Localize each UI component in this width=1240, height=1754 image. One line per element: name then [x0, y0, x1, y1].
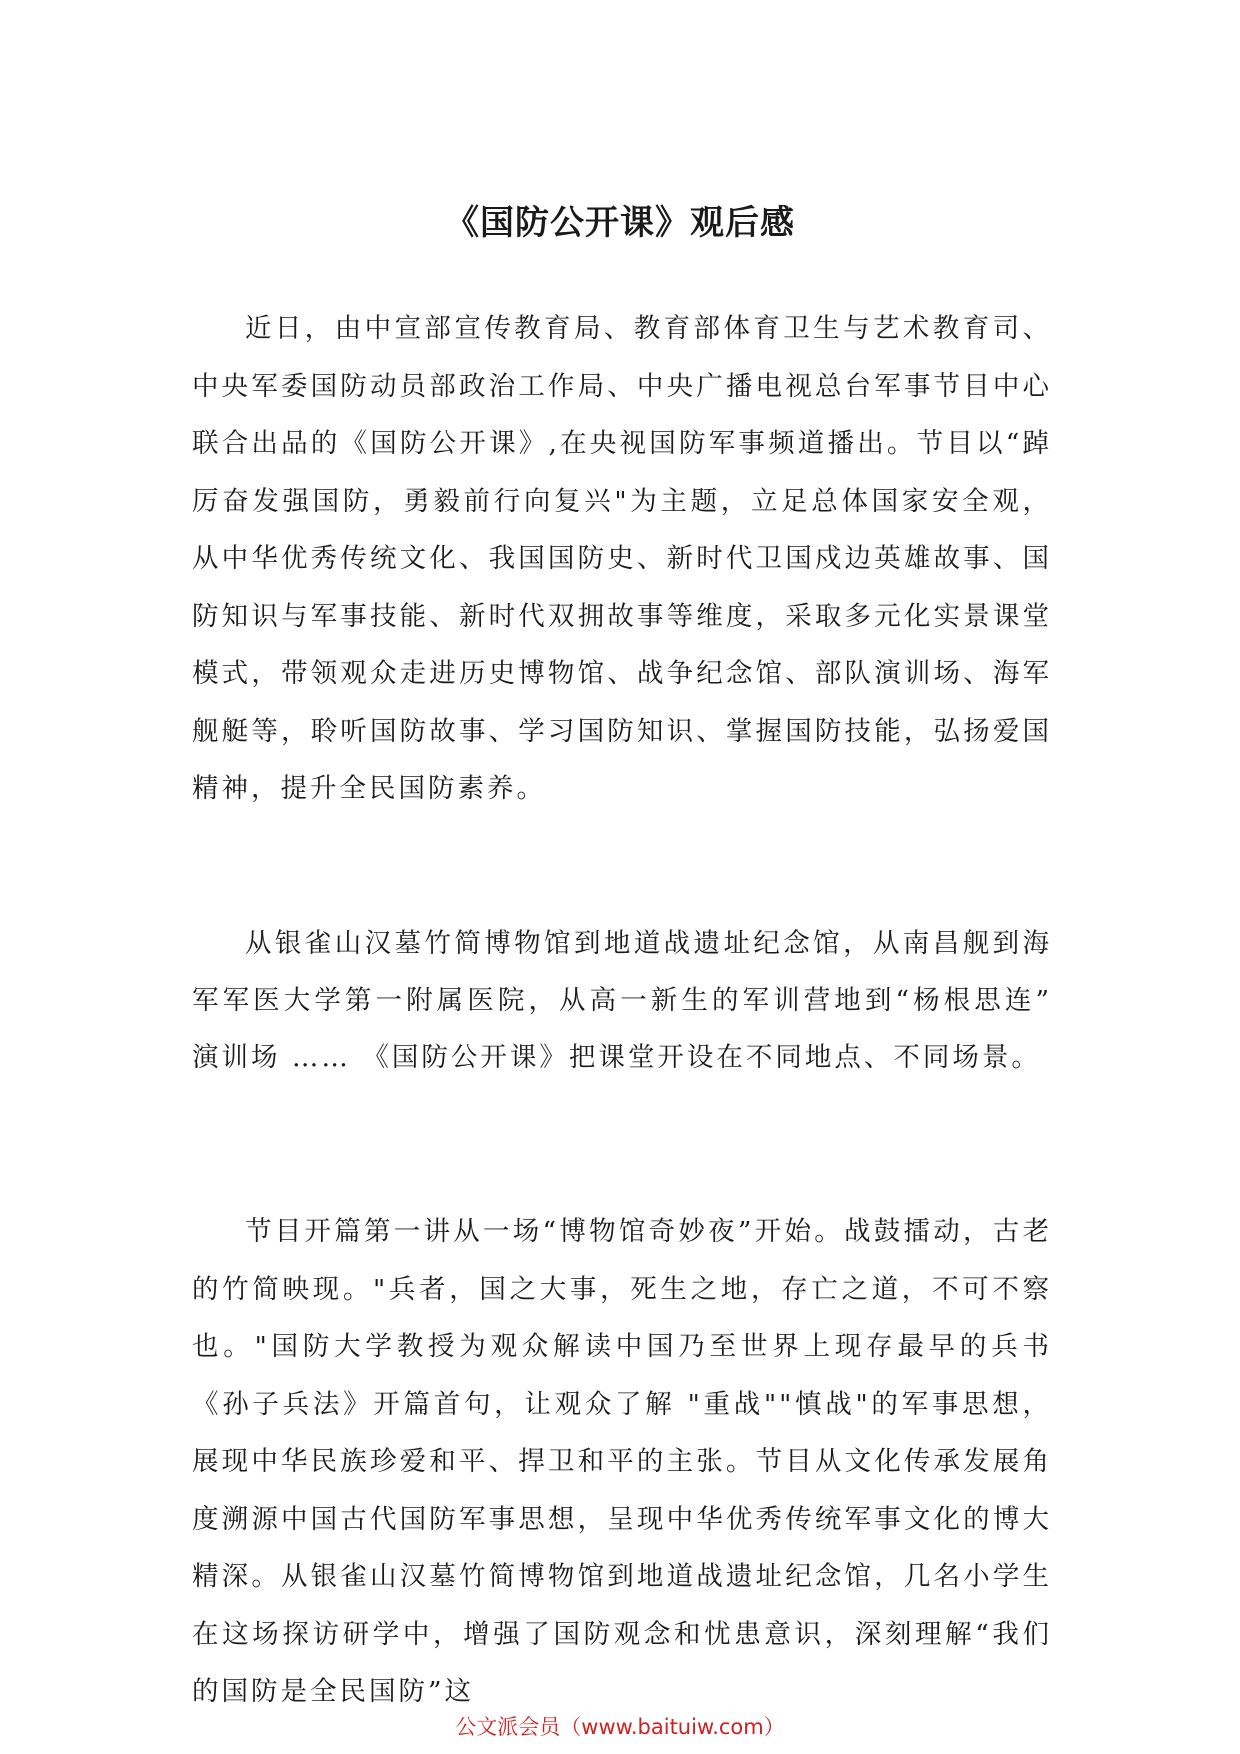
body-paragraph-3: 节目开篇第一讲从一场“博物馆奇妙夜”开始。战鼓擂动，古老的竹简映现。"兵者，国之大事，死生之地，存亡之道，不可不察也。"国防大学教授为观众解读中国乃至世界上现存最早的兵书《孙子兵法》开篇首句，让观众了解 "重战""慎战"的军事思想，展现中华民族珍爱和平、捍卫和平的主张。节目从文化传承发展角度溯源中国古代国防军事思想，呈现中华优秀传统军事文化的博大精深。从银雀山汉墓竹简博物馆到地道战遗址纪念馆，几名小学生在这场探访研学中，增强了国防观念和忧患意识，深刻理解“我们的国防是全民国防”这 [192, 1216, 1052, 1707]
page-title: 《国防公开课》观后感 [445, 202, 795, 243]
body-paragraph-2: 从银雀山汉墓竹简博物馆到地道战遗址纪念馆，从南昌舰到海军军医大学第一附属医院，从高一新生的军训营地到“杨根思连” 演训场 …… 《国防公开课》把课堂开设在不同地点、不同场景。 [192, 928, 1052, 1073]
body-paragraph-1: 近日，由中宣部宣传教育局、教育部体育卫生与艺术教育司、中央军委国防动员部政治工作局、中央广播电视总台军事节目中心联合出品的《国防公开课》,在央视国防军事频道播出。节目以“踔厉奋发强国防，勇毅前行向复兴"为主题，立足总体国家安全观，从中华优秀传统文化、我国国防史、新时代卫国戍边英雄故事、国防知识与军事技能、新时代双拥故事等维度，采取多元化实景课堂模式，带领观众走进历史博物馆、战争纪念馆、部队演训场、海军舰艇等，聆听国防故事、学习国防知识、掌握国防技能，弘扬爱国精神，提升全民国防素养。 [192, 313, 1052, 804]
footer-watermark-link[interactable]: 公文派会员（www.baituiw.com） [455, 1715, 785, 1739]
